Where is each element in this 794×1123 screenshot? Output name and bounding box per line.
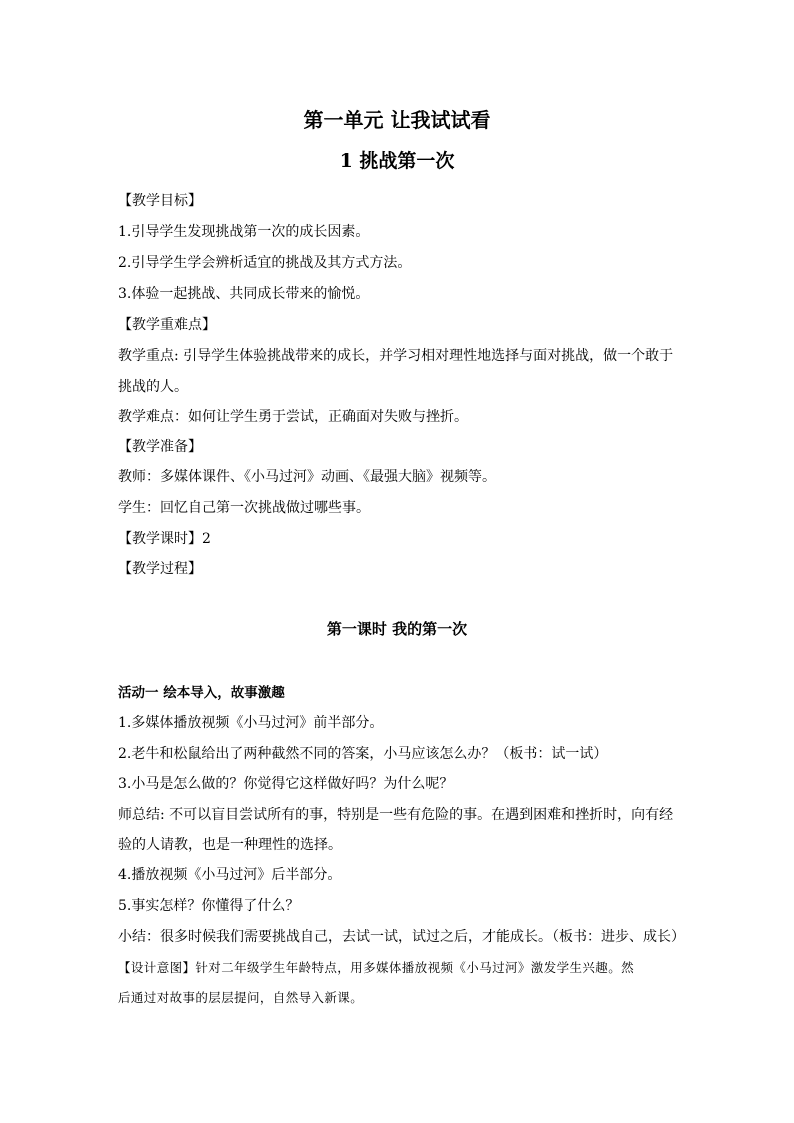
goals-header: 【教学目标】 xyxy=(118,193,202,209)
prep-teacher: 教师：多媒体课件、《小马过河》动画、《最强大脑》视频等。 xyxy=(118,469,496,485)
class-hours: 【教学课时】2 xyxy=(118,531,211,547)
goal-item: 3.体验一起挑战、共同成长带来的愉悦。 xyxy=(118,286,370,302)
activity-line: 3.小马是怎么做的？你觉得它这样做好吗？为什么呢？ xyxy=(118,776,454,792)
activity-line: 4.播放视频《小马过河》后半部分。 xyxy=(118,867,342,883)
design-intent: 【设计意图】针对二年级学生年龄特点，用多媒体播放视频《小马过河》激发学生兴趣。然 xyxy=(118,960,635,975)
goal-item: 2.引导学生学会辨析适宜的挑战及其方式方法。 xyxy=(118,255,412,271)
activity-line: 验的人请教，也是一种理性的选择。 xyxy=(118,837,342,853)
prep-header: 【教学准备】 xyxy=(118,439,202,455)
key-focus-line: 挑战的人。 xyxy=(118,379,188,395)
period-title: 第一课时 我的第一次 xyxy=(326,620,468,638)
activity-line: 1.多媒体播放视频《小马过河》前半部分。 xyxy=(118,715,384,731)
activity-line: 师总结: 不可以盲目尝试所有的事，特别是一些有危险的事。在遇到困难和挫折时，向有经 xyxy=(118,807,674,823)
activity-line: 5.事实怎样？你懂得了什么？ xyxy=(118,898,300,914)
activity-title: 活动一 绘本导入，故事激趣 xyxy=(118,685,285,701)
goal-item: 1.引导学生发现挑战第一次的成长因素。 xyxy=(118,224,370,240)
prep-student: 学生：回忆自己第一次挑战做过哪些事。 xyxy=(118,500,370,516)
process-header: 【教学过程】 xyxy=(118,561,202,577)
key-focus-line: 教学重点: 引导学生体验挑战带来的成长，并学习相对理性地选择与面对挑战，做一个敢于 xyxy=(118,348,674,364)
activity-line: 2.老牛和松鼠给出了两种截然不同的答案，小马应该怎么办？（板书：试一试） xyxy=(118,746,608,762)
activity-summary: 小结：很多时候我们需要挑战自己，去试一试，试过之后，才能成长。（板书：进步、成长） xyxy=(118,929,685,945)
unit-title: 第一单元 让我试试看 xyxy=(303,108,491,132)
key-difficulty: 教学难点：如何让学生勇于尝试，正确面对失败与挫折。 xyxy=(118,409,468,425)
design-intent: 后通过对故事的层层提问，自然导入新课。 xyxy=(118,990,364,1005)
key-points-header: 【教学重难点】 xyxy=(118,317,216,333)
lesson-title: 1 挑战第一次 xyxy=(339,150,455,172)
